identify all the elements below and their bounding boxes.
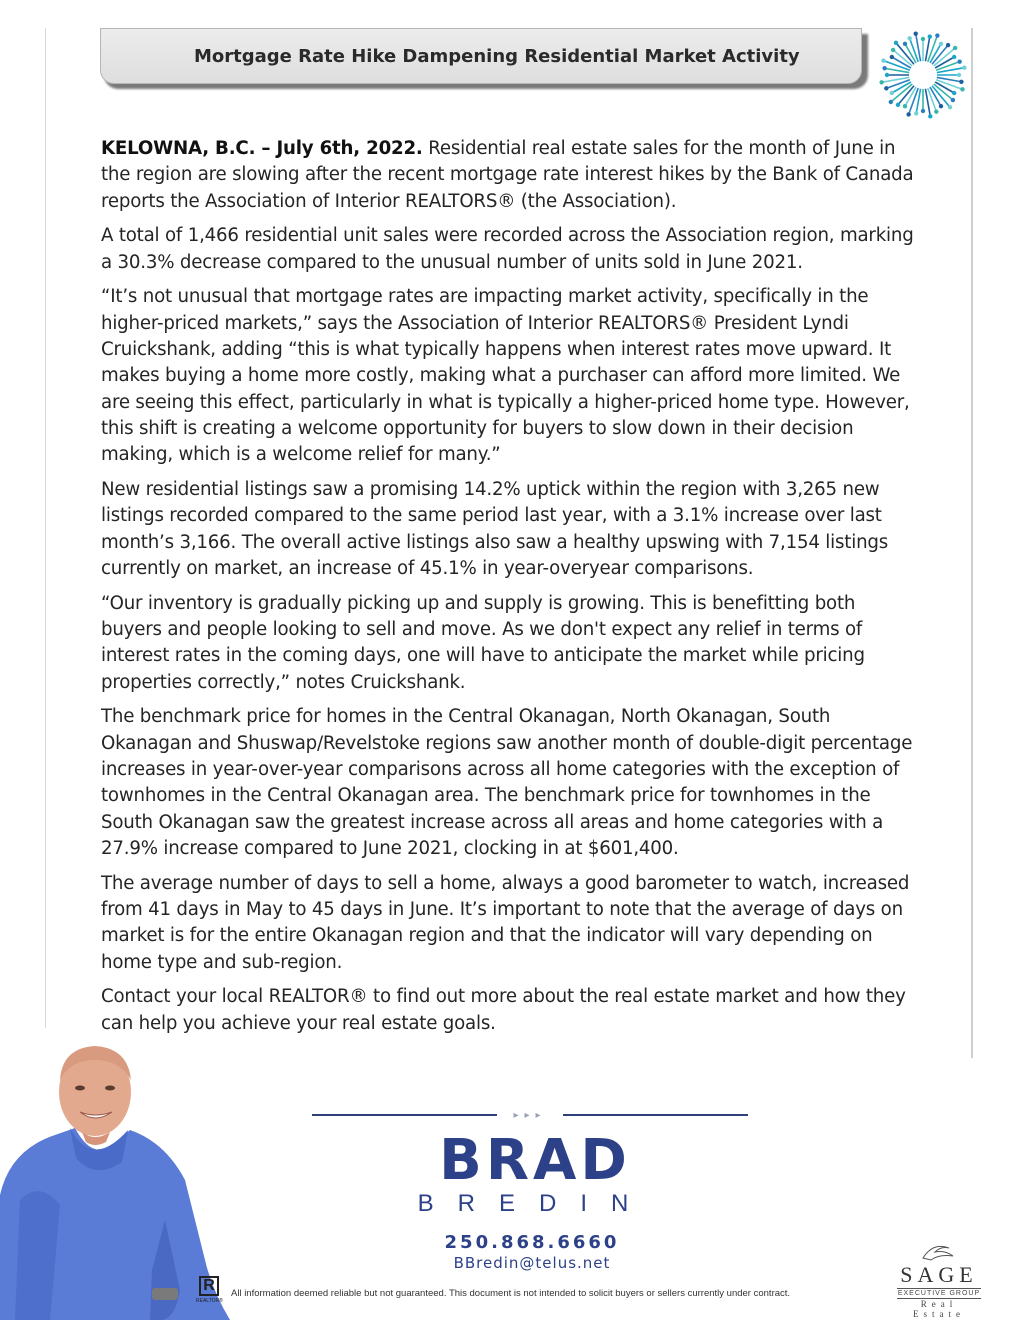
agent-phone: 250.868.6660 [444, 1232, 620, 1253]
paragraph-1-text: Residential real estate sales for the month of June in the region are slowing after the recent mortgage rate interest hikes by the Bank of Canada reports the Association of Interior REALTORS® (the Association). [101, 138, 914, 212]
paragraph-5: “Our inventory is gradually picking up and supply is growing. This is benefitting both buyers and people looking to sell and move. As we don't expect any relief in terms of interest rates in the coming days, one will have to anticipate the market while pricing properties correctly,” notes Cruickshank. [101, 592, 865, 693]
burst-dot [939, 104, 943, 108]
burst-dot [903, 104, 907, 108]
divider-rule-right [563, 1114, 748, 1116]
divider-rule [312, 1108, 748, 1122]
paragraph-1 [101, 136, 921, 215]
burst-dot [939, 42, 943, 46]
burst-dot [896, 103, 900, 107]
burst-dot [952, 91, 956, 95]
sage-real-estate: Real Estate [913, 1299, 965, 1319]
burst-dot [891, 48, 895, 52]
left-margin-rule [45, 28, 46, 1028]
starburst-logo-icon [878, 30, 968, 120]
burst-dot [928, 34, 932, 38]
burst-dot [885, 73, 889, 77]
realtor-logo [196, 1276, 226, 1310]
burst-dot [928, 114, 932, 118]
burst-dot [907, 36, 911, 40]
burst-dot [884, 86, 888, 90]
sage-swirl-icon [919, 1240, 959, 1264]
burst-dot [959, 80, 963, 84]
paragraph-7: The average number of days to sell a home, always a good barometer to watch, increased from 41 days in May to 45 days in June. It’s important to note that the average of days on market is for the entire Okanagan region and that the indicator will vary depending on home type and sub-region. [101, 872, 910, 973]
paragraph-2: A total of 1,466 residential unit sales were recorded across the Association region, marking a 30.3% decrease compared to the unusual number of units sold in June 2021. [101, 225, 914, 273]
burst-dot [946, 43, 950, 47]
paragraph-4: New residential listings saw a promising 14.2% uptick within the region with 3,265 new listings recorded compared to the same period last year, with a 3.1% increase over last month’s 3,166. The overall active listings also saw a healthy upswing with 7,154 listings currently on market, an increase of 45.1% in year-overyear comparisons. [101, 479, 889, 579]
disclaimer: All information deemed reliable but not guaranteed. This document is not intended to solicit buyers or sellers currently under contract. [231, 1288, 791, 1299]
divider-rule-left [312, 1114, 497, 1116]
burst-dot [951, 98, 955, 102]
burst-dot [890, 55, 894, 59]
article-body [101, 136, 921, 1046]
dateline: KELOWNA, B.C. – July 6th, 2022. [101, 138, 423, 159]
burst-dot [921, 37, 925, 41]
burst-dot [952, 55, 956, 59]
agent-last-name: BREDIN [417, 1190, 653, 1217]
right-margin-rule [971, 28, 973, 1058]
burst-dot [881, 58, 885, 62]
paragraph-6: The benchmark price for homes in the Central Okanagan, North Okanagan, South Okanagan and Shuswap/Revelstoke regions saw another month of double-digit percentage increases in year-over-year comparisons across all home categories with the exception of townhomes in the Central Okanagan area. The benchmark price for townhomes in the South Okanagan saw the greatest increase across all areas and home categories with a 27.9% increase compared to June 2021, clocking in at $601,400. [101, 706, 913, 859]
agent-first-name: BRAD [439, 1127, 631, 1193]
triple-arrow-icon: ▸▸▸ [513, 1109, 547, 1121]
header-banner [100, 28, 862, 84]
burst-dot [894, 41, 898, 45]
page-title: Mortgage Rate Hike Dampening Residential Market Activity [194, 45, 800, 67]
realtor-label: REALTOR® [196, 1298, 223, 1304]
burst-dot [948, 105, 952, 109]
burst-dot [921, 109, 925, 113]
burst-dot [879, 80, 883, 84]
sage-subtitle: EXECUTIVE GROUP [897, 1290, 981, 1297]
burst-dot [914, 111, 918, 115]
burst-dot [953, 46, 957, 50]
agent-email: BBredin@telus.net [453, 1254, 611, 1272]
agent-branding [300, 1108, 760, 1278]
burst-dot [934, 109, 938, 113]
paragraph-3: “It’s not unusual that mortgage rates are impacting market activity, specifically in the higher-priced markets,” says the Association of Interior REALTORS® President Lyndi Cruickshank, adding “this is what typically happens when interest rates move upward. It makes buying a home more costly, making what a purchaser can afford more limited. We are seeing this effect, particularly in what is typically a higher-priced home type. However, this shift is creating a welcome opportunity for buyers to slow down in their decision making, which is a welcome relief for many.” [101, 286, 910, 466]
paragraph-8: Contact your local REALTOR® to find out more about the real estate market and how they can help you achieve your real estate goals. [101, 986, 906, 1034]
burst-dot [906, 112, 910, 116]
sage-logo [893, 1240, 985, 1319]
realtor-r-icon: R [199, 1276, 219, 1296]
burst-dot [962, 66, 966, 70]
burst-dot [889, 100, 893, 104]
brad-logo [390, 1127, 680, 1193]
burst-dot [882, 66, 886, 70]
sage-name: SAGE [900, 1262, 978, 1287]
burst-dot [957, 73, 961, 77]
burst-dot [903, 42, 907, 46]
burst-dot [957, 59, 961, 63]
burst-dot [960, 87, 964, 91]
burst-dot [935, 33, 939, 37]
burst-dot [890, 91, 894, 95]
burst-dot [914, 31, 918, 35]
